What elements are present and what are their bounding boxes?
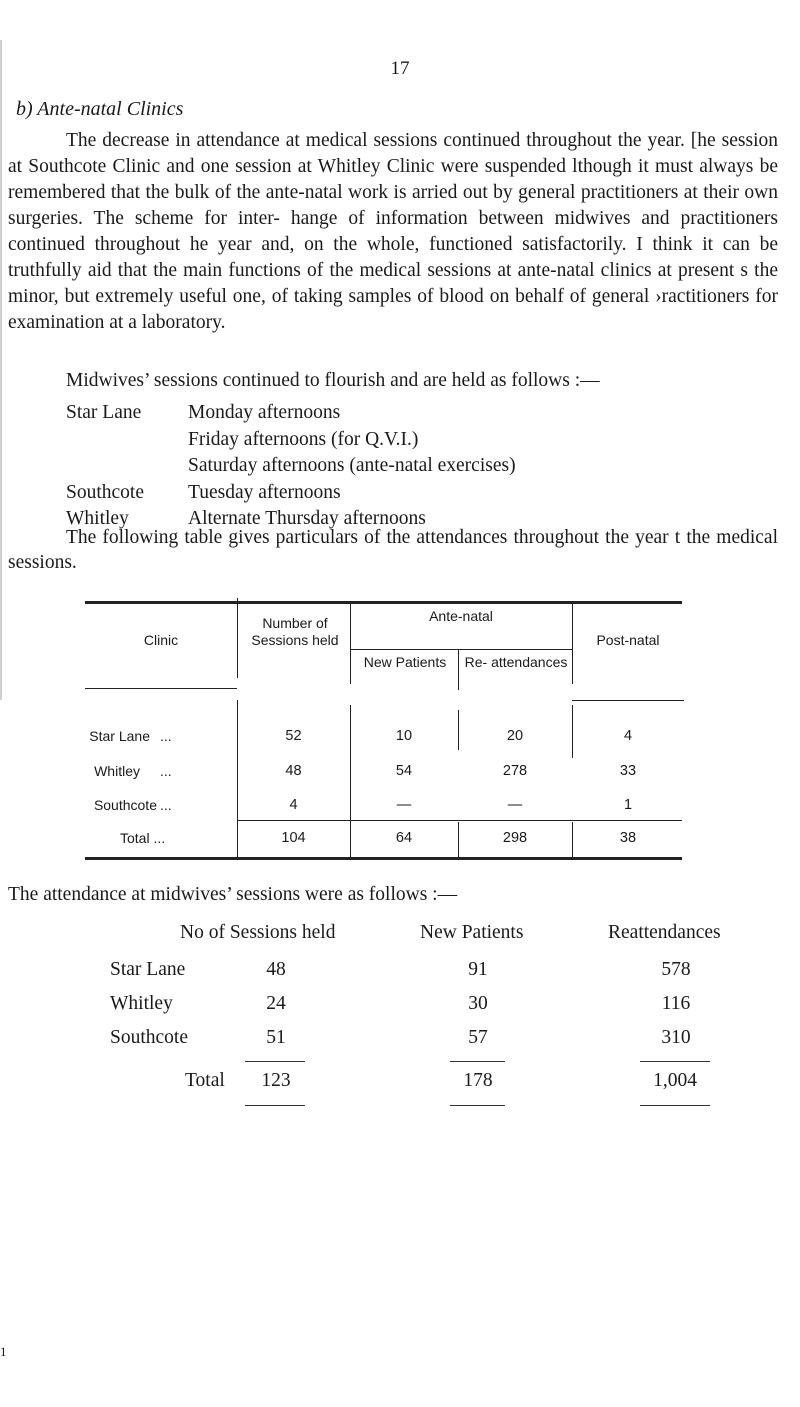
- total-label: Total ...: [120, 830, 166, 846]
- table-top-rule: [85, 601, 682, 604]
- header-sessions: Number of Sessions held: [251, 615, 339, 648]
- postnatal-rule: [572, 700, 684, 701]
- header-antenatal: Ante-natal: [429, 608, 493, 624]
- row-clinic-name: Southcote: [93, 797, 157, 813]
- table-bottom-rule: [85, 857, 682, 860]
- schedule-row: Saturday afternoons (ante-natal exercises): [188, 455, 516, 476]
- header-clinic: Clinic: [143, 632, 179, 648]
- header-re-attendances: Re- attendances: [464, 654, 568, 670]
- header-mw-new: New Patients: [420, 922, 524, 943]
- row-clinic-name: Star Lane: [89, 728, 150, 744]
- margin-mark: 1: [0, 1344, 7, 1359]
- paragraph-decrease: The decrease in attendance at medical sessions continued throughout the year. [he session at Southcote Clinic and one session at Whitley Clinic were suspended lthough it must always be remembered that the bulk of the ante-natal work is arried out by general practitioners at their own surgeries. The scheme for inter- hange of information between midwives and practitioners continued throughout he year and, on the whole, functioned satisfactorily. I think it can be truthfully aid that the main functions of the medical sessions at ante-natal clinics at present s the minor, but extremely useful one, of taking samples of blood on behalf of general ›ractitioners for examination at a laboratory.: [8, 130, 778, 333]
- header-postnatal: Post-natal: [596, 632, 660, 648]
- page-number: 17: [390, 58, 410, 79]
- midwives-schedule: [66, 400, 516, 533]
- antenatal-rule: [350, 649, 572, 650]
- section-heading: b) Ante-natal Clinics: [16, 98, 184, 120]
- paragraph-table-intro: The following table gives particulars of the attendances throughout the year t the medical sessions.: [8, 527, 778, 573]
- header-mw-sessions: No of Sessions held: [180, 922, 336, 943]
- midwives-intro: The attendance at midwives’ sessions were as follows :—: [8, 884, 458, 905]
- header-new-patients: New Patients: [363, 654, 447, 670]
- schedule-row: Friday afternoons (for Q.V.I.): [188, 428, 419, 450]
- header-rule: [85, 688, 237, 689]
- binding-edge: [0, 40, 2, 700]
- mw-total-label: Total: [185, 1070, 225, 1091]
- schedule-row: Star Lane Monday afternoons: [66, 402, 341, 423]
- row-clinic-name: Whitley: [94, 763, 140, 779]
- header-mw-re: Reattendances: [608, 922, 721, 943]
- paragraph-midwives: Midwives’ sessions continued to flourish and are held as follows :—: [66, 370, 600, 391]
- schedule-row: Southcote Tuesday afternoons: [66, 481, 341, 503]
- document-page: 17 b) Ante-natal Clinics The decrease in attendance at medical sessions continued throughout the year. [he session at Southcote Clinic and one session at Whitley Clinic were suspended lthough it must always be remembered that the bulk of the ante-natal work is arried out by general practitioners at their own surgeries. The scheme for inter- hange of information between midwives and practitioners continued throughout he year and, on the whole, functioned satisfactorily. I think it can be truthfully aid that the main functions of the medical sessions at ante-natal clinics at present s the minor, but extremely useful one, of taking samples of blood on behalf of general ›ractitioners for examination at a laboratory. Midwives’ sessions continued to flourish and are held as follows :— Star Lane Monday afternoons Friday afternoons (for Q.V.I.) Saturday afternoons (ante-natal exercises) Southcote Tuesday afternoons Whitley Alternate Thursday afternoons The following table gives particulars of the attendances throughout the year t the medical sessions. Clinic Number of Sessions held Ante-natal New Patients Re- attendances Post-natal Star Lane ... 52 10 20 4 Whitley ... 48 54 278 33 Southcote ... 4 — — 1 Total ... 104 64 298 38 The attendance at midwives’ sessions were as follows :— No of Sessions held New Patients Reattendances Star Lane 48 91 578 Whitley 24 30 116 Southcote 51 57 310 Total 123 178 1,004 1: [0, 0, 800, 1407]
- clinic-attendance-table: Clinic Number of Sessions held Ante-natal New Patients Re- attendances Post-natal Star Lane ... 52 10 20 4 Whitley ... 48 54 278 33 Southcote ... 4 — — 1 Total ... 104 64 298 38: [0, 0, 800, 1407]
- schedule-row: Whitley Alternate Thursday afternoons: [66, 508, 426, 529]
